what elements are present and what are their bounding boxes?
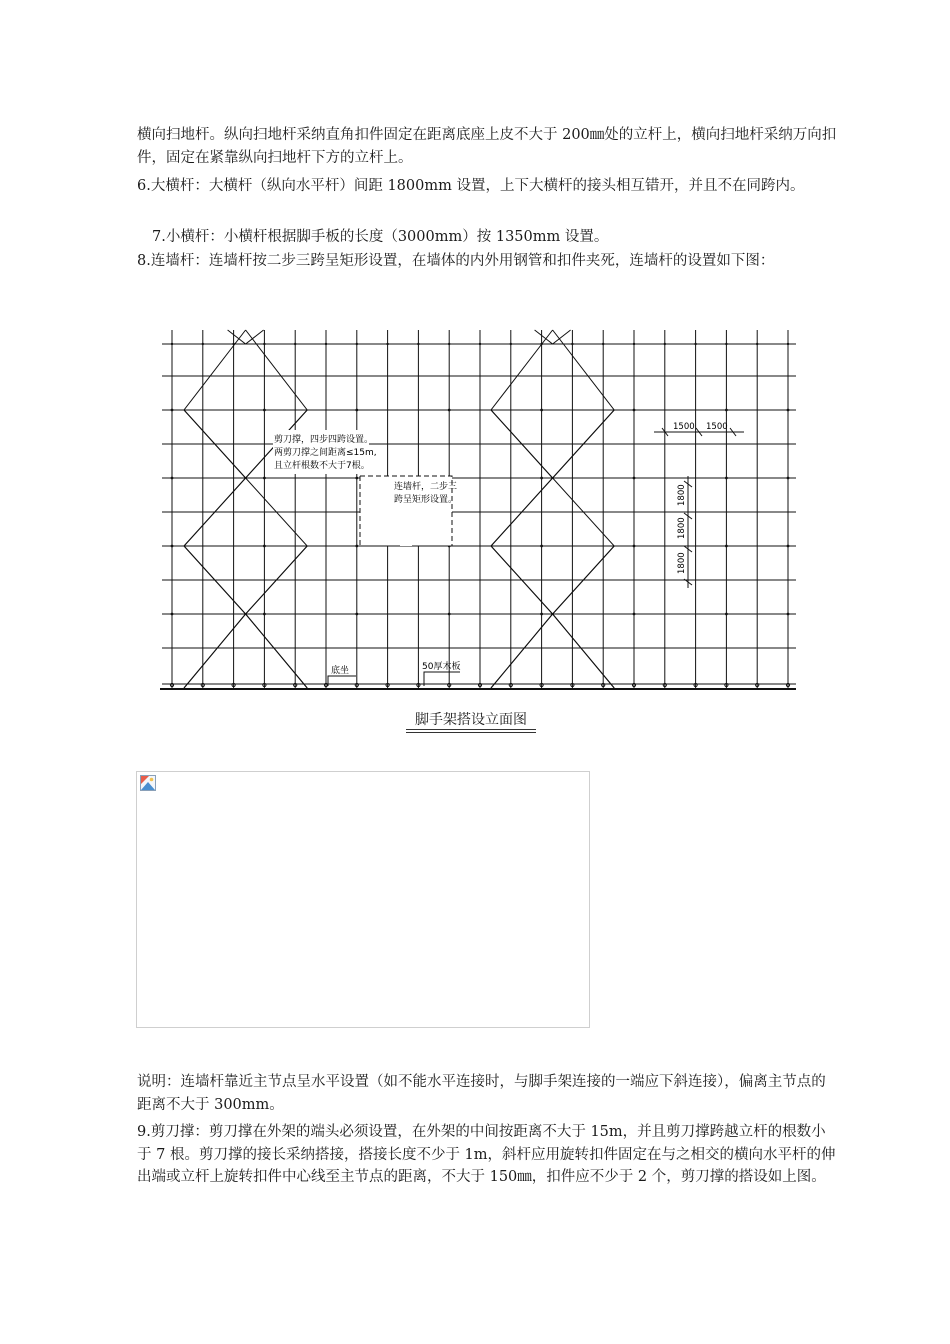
wall-tie-node-1-1 <box>263 477 266 480</box>
scissor-note-line-3: 且立杆根数不大于7根。 <box>274 461 370 471</box>
wall-tie-node-3-3 <box>448 613 451 616</box>
scissor-brace-2-b <box>553 330 615 688</box>
top-node-3 <box>263 343 265 345</box>
wall-tie-node-0-1 <box>263 409 266 412</box>
top-node-7 <box>386 343 388 345</box>
wall-tie-node-0-2 <box>355 409 358 412</box>
scissor-brace-note <box>273 430 377 474</box>
top-node-8 <box>417 343 419 345</box>
top-node-4 <box>294 343 296 345</box>
scaffold-elevation-diagram <box>160 326 798 694</box>
wall-tie-node-2-4 <box>540 545 543 548</box>
broken-image-icon <box>140 775 156 791</box>
scissor-note-line-1: 剪刀撑，四步四跨设置。 <box>274 435 374 445</box>
top-node-9 <box>448 343 450 345</box>
scissor-brace-1-a <box>184 330 246 688</box>
wall-tie-node-2-6 <box>725 545 728 548</box>
top-node-6 <box>356 343 358 345</box>
base-label <box>328 664 356 686</box>
scissor-brace-1-i <box>246 614 308 688</box>
top-node-20 <box>787 343 789 345</box>
top-node-15 <box>633 343 635 345</box>
top-node-18 <box>725 343 727 345</box>
scissor-brace-2-h <box>491 614 553 688</box>
scissor-brace-1-top <box>228 330 264 344</box>
wall-tie-node-0-6 <box>725 409 728 412</box>
diagram-caption: 脚手架搭设立面图 <box>415 712 527 728</box>
dim-h-1500-b: 1500 <box>706 422 728 432</box>
scissor-brace-2-top <box>535 330 571 344</box>
dim-v-1800-c: 1800 <box>677 552 687 574</box>
image-placeholder <box>136 771 590 1028</box>
top-node-10 <box>479 343 481 345</box>
vertical-dimension <box>677 476 692 588</box>
top-node-13 <box>571 343 573 345</box>
scaffold-elevation-svg <box>160 326 798 694</box>
scissor-brace-1-b <box>246 330 308 688</box>
paragraph-small-crossbar: 7.小横杆：小横杆根据脚手板的长度（3000mm）按 1350mm 设置。 <box>152 229 609 245</box>
dim-v-1800-b: 1800 <box>677 517 687 539</box>
caption-underline-2 <box>406 732 536 733</box>
wall-tie-node-0-7 <box>787 409 790 412</box>
paragraph-big-crossbar: 6.大横杆：大横杆（纵向水平杆）间距 1800mm 设置，上下大横杆的接头相互错开，并且不在同跨内。 <box>137 178 805 194</box>
paragraph-wall-tie: 8.连墙杆：连墙杆按二步三跨呈矩形设置，在墙体的内外用钢管和扣件夹死，连墙杆的设置如下图： <box>137 253 775 269</box>
top-node-14 <box>602 343 604 345</box>
top-node-0 <box>171 343 173 345</box>
horizontal-dimension <box>654 422 744 436</box>
svg-text:底坐: 底坐 <box>331 666 350 676</box>
top-node-1 <box>202 343 204 345</box>
top-node-16 <box>664 343 666 345</box>
wall-tie-node-3-7 <box>787 613 790 616</box>
wall-tie-node-3-4 <box>540 613 543 616</box>
top-node-12 <box>540 343 542 345</box>
paragraph-scissor-brace: 9.剪刀撑：剪刀撑在外架的端头必须设置，在外架的中间按距离不大于 15m，并且剪刀撑跨越立杆的根数小于 7 根。剪刀撑的接长采纳搭接，搭接长度不少于 1m，斜杆应用旋转扣件固定在与之相交的横向水平杆的伸出端或立杆上旋转扣件中心线至主节点的距离，不大于 150㎜，扣件应不少于 2 个，剪刀撑的搭设如上图。 <box>137 1124 836 1185</box>
wall-tie-node-1-6 <box>725 477 728 480</box>
top-node-5 <box>325 343 327 345</box>
wall-tie-node-1-2 <box>355 477 358 480</box>
board-label <box>422 660 460 686</box>
top-node-2 <box>232 343 234 345</box>
wall-tie-node-0-5 <box>633 409 636 412</box>
scissor-note-line-2: 两剪刀撑之间距离≤15m, <box>274 448 377 458</box>
wall-tie-node-0-0 <box>171 409 174 412</box>
caption-underline-1 <box>406 729 536 730</box>
wall-tie-node-3-5 <box>633 613 636 616</box>
wall-tie-node-3-1 <box>263 613 266 616</box>
wall-tie-node-1-0 <box>171 477 174 480</box>
svg-text:50厚木板: 50厚木板 <box>422 662 461 672</box>
wall-tie-node-3-0 <box>171 613 174 616</box>
wall-tie-node-2-7 <box>787 545 790 548</box>
wall-tie-node-1-7 <box>787 477 790 480</box>
wall-tie-node-2-0 <box>171 545 174 548</box>
scissor-brace-2-a <box>491 330 553 688</box>
scissor-brace-1-h <box>184 614 246 688</box>
wall-tie-node-3-2 <box>355 613 358 616</box>
top-node-19 <box>756 343 758 345</box>
scissor-brace-2-i <box>553 614 615 688</box>
wall-tie-node-2-2 <box>355 545 358 548</box>
wall-tie-node-3-6 <box>725 613 728 616</box>
wall-tie-node-1-5 <box>633 477 636 480</box>
paragraph-note: 说明：连墙杆靠近主节点呈水平设置（如不能水平连接时，与脚手架连接的一端应下斜连接），偏离主节点的距离不大于 300mm。 <box>137 1074 826 1113</box>
wall-tie-note <box>360 476 457 546</box>
top-node-17 <box>694 343 696 345</box>
dim-h-1500-a: 1500 <box>673 422 695 432</box>
wall-tie-node-0-3 <box>448 409 451 412</box>
paragraph-sweep-rod: 横向扫地杆。纵向扫地杆采纳直角扣件固定在距离底座上皮不大于 200㎜处的立杆上，横向扫地杆采纳万向扣件，固定在紧靠纵向扫地杆下方的立杆上。 <box>137 127 837 166</box>
tie-note-line-1: 连墙杆，二步三 <box>394 482 458 492</box>
wall-tie-node-1-4 <box>540 477 543 480</box>
tie-note-line-2: 跨呈矩形设置。 <box>394 495 458 505</box>
top-node-11 <box>510 343 512 345</box>
wall-tie-node-2-1 <box>263 545 266 548</box>
dim-v-1800-a: 1800 <box>677 484 687 506</box>
wall-tie-node-2-5 <box>633 545 636 548</box>
wall-tie-node-0-4 <box>540 409 543 412</box>
